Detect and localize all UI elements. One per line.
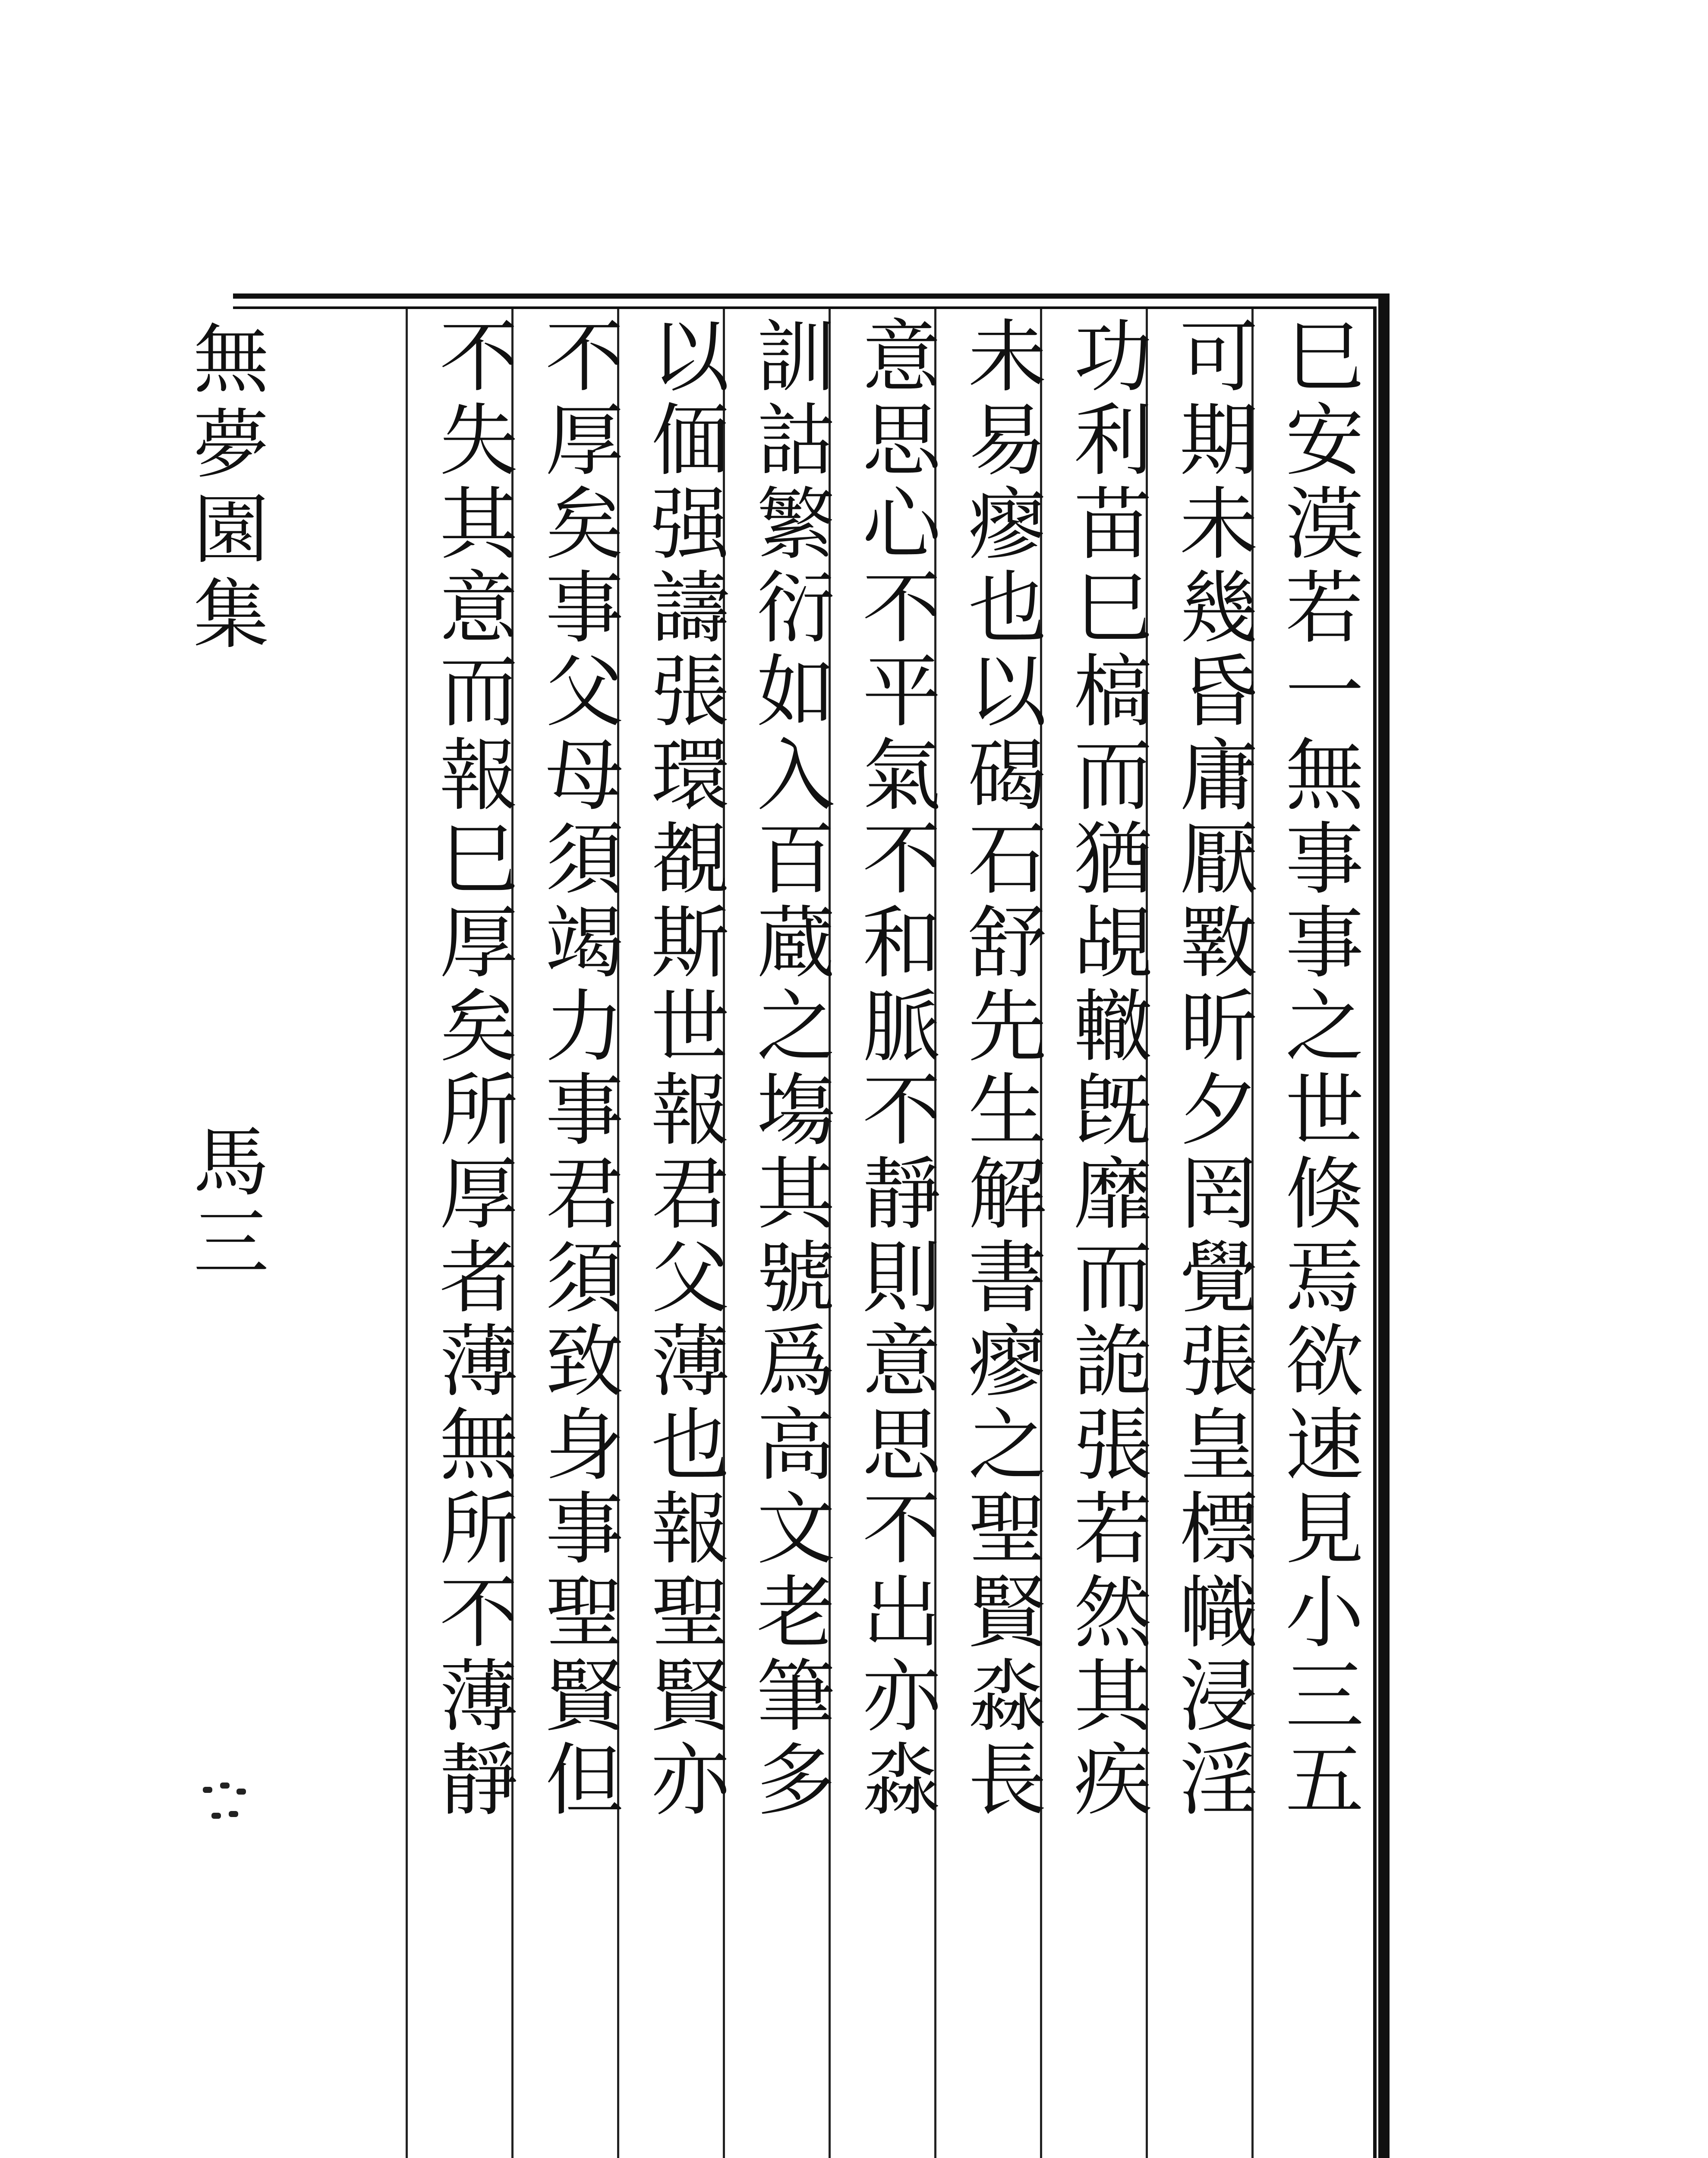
book-title: 無夢園集 — [181, 319, 268, 659]
text-column-1: 巳安漠若一無事事之世倏焉欲速見小三五 — [1273, 315, 1364, 1822]
text-column-7: 以偭强譸張環覩斯世報君父薄也報聖賢亦 — [638, 315, 730, 1822]
text-column-6: 訓詁繁衍如入百蔵之塲其號爲高文老筆多 — [744, 315, 835, 1822]
text-column-8: 不厚矣事父母須竭力事君須致身事聖賢但 — [533, 315, 624, 1822]
text-column-5: 意思心不平氣不和脈不靜則意思不出亦淼 — [850, 315, 941, 1822]
column-divider — [406, 309, 408, 2158]
text-column-2: 可期未幾昏庸厭斁昕夕罔覺張皇標幟浸淫 — [1167, 315, 1258, 1822]
text-column-3: 功利苗巳槁而猶覘轍旣靡而詭張若然其疾 — [1061, 315, 1153, 1822]
fishtail-mark-icon — [199, 1770, 250, 1830]
section-label: 馬三 — [181, 1122, 268, 1284]
text-column-9: 不失其意而報巳厚矣所厚者薄無所不薄靜 — [427, 315, 518, 1822]
page-margin — [181, 319, 268, 2158]
text-column-4: 未易瘳也以碣石舒先生解書瘳之聖賢淼長 — [955, 315, 1047, 1822]
